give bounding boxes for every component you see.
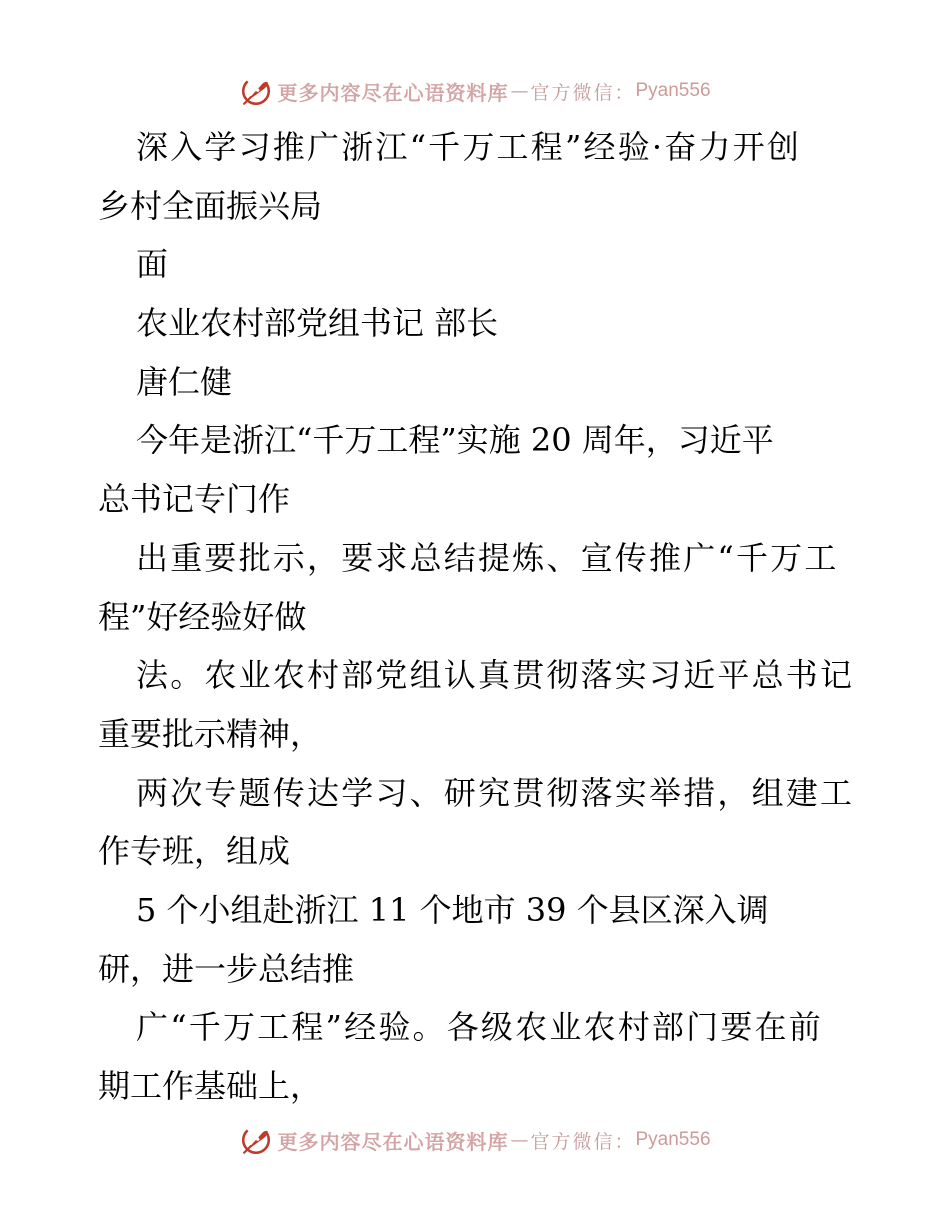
watermark-separator: —	[510, 80, 529, 102]
document-line: 面	[136, 245, 169, 284]
document-line: 程”好经验好做	[98, 597, 307, 636]
document-line: 总书记专门作	[98, 480, 291, 519]
document-line: 农业农村部党组书记 部长	[136, 304, 499, 343]
document-body	[98, 118, 858, 1116]
watermark-separator: —	[510, 1129, 529, 1151]
watermark-wechat-id: Pyan556	[635, 80, 711, 101]
document-line: 法。农业农村部党组认真贯彻落实习近平总书记	[136, 656, 855, 695]
document-line: 重要批示精神，	[98, 714, 323, 753]
watermark-text: 更多内容尽在心语资料库	[277, 80, 509, 105]
feather-pen-logo-icon	[239, 74, 273, 108]
document-line: 出重要批示，要求总结提炼、宣传推广“千万工	[136, 538, 839, 577]
document-line: 广“千万工程”经验。各级农业农村部门要在前	[136, 1008, 823, 1047]
document-line: 唐仁健	[136, 362, 233, 401]
watermark-label: 官方微信：	[530, 1130, 636, 1153]
watermark-footer	[0, 1120, 950, 1160]
watermark-label: 官方微信：	[530, 81, 636, 104]
document-line: 今年是浙江“千万工程”实施 20 周年，习近平	[136, 421, 774, 460]
feather-pen-logo-icon	[239, 1123, 273, 1157]
document-line: 5 个小组赴浙江 11 个地市 39 个县区深入调	[136, 890, 769, 929]
document-line: 深入学习推广浙江“千万工程”经验·奋力开创	[136, 128, 802, 166]
document-line: 乡村全面振兴局	[98, 186, 323, 225]
watermark-wechat-id: Pyan556	[635, 1129, 711, 1150]
document-line: 作专班，组成	[98, 832, 291, 871]
document-line: 期工作基础上，	[98, 1067, 323, 1105]
document-line: 两次专题传达学习、研究贯彻落实举措，组建工	[136, 773, 855, 812]
watermark-text: 更多内容尽在心语资料库	[277, 1129, 509, 1154]
watermark-header	[0, 71, 950, 111]
document-line: 研，进一步总结推	[98, 949, 355, 988]
